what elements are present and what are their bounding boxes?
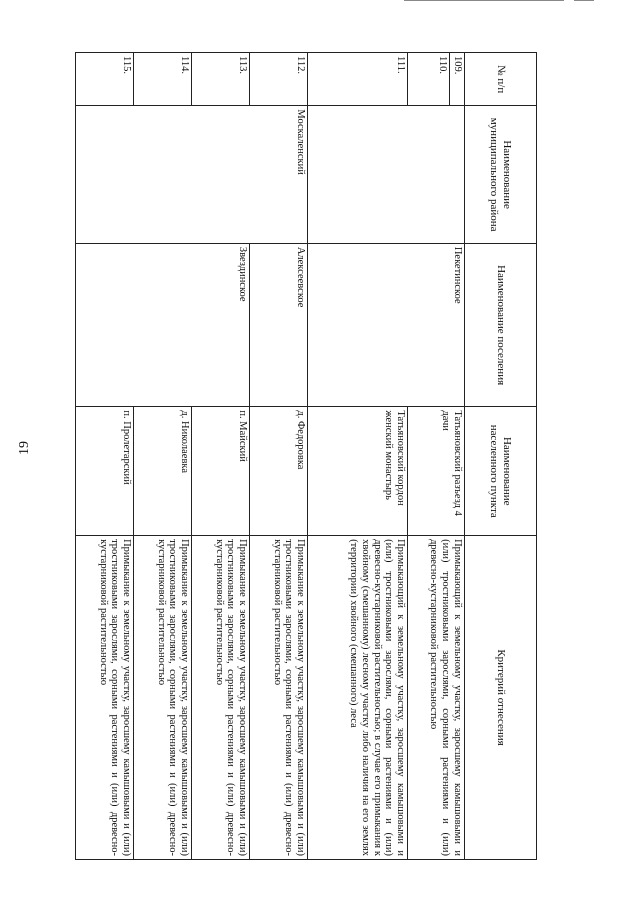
table-row [450, 53, 465, 860]
locality-cell: д. Николаевка [134, 407, 192, 536]
row-number: 112. [250, 53, 308, 106]
table-row [250, 53, 308, 860]
table-header-row [465, 53, 537, 860]
settlement-cell: Звездинское [76, 243, 250, 407]
header-settlement: Наименование поселения [465, 243, 537, 407]
locality-cell: п. Майский [192, 407, 250, 536]
locality-cell: Татьяновский разъезд 4 дачи [408, 407, 465, 536]
row-number: 113. [192, 53, 250, 106]
locality-cell: д. Федоровка [250, 407, 308, 536]
row-number: 115. [76, 53, 134, 106]
top-rule-short [574, 0, 594, 1]
row-number: 111. [308, 53, 408, 106]
district-cell [308, 106, 465, 243]
locality-cell: п. Пролетарский [76, 407, 134, 536]
district-cell: Москаленский [76, 106, 308, 243]
header-locality: Наименование населенного пункта [465, 407, 537, 536]
row-number: 110. [408, 53, 450, 106]
row-number: 114. [134, 53, 192, 106]
top-rule [404, 0, 564, 1]
settlements-table [75, 52, 537, 860]
header-criterion: Критерий отнесения [465, 536, 537, 860]
rotated-table-wrapper [23, 52, 537, 860]
criterion-cell: Примыкание к земельному участку, заросшему камышовыми и (или) тростниковыми зарослями, сорными растениями и (или) древесно-кустарниковой растительностью [76, 536, 134, 860]
criterion-cell: Примыкающий к земельному участку, заросшему камышовыми и (или) тростниковыми зарослями, сорными растениями и (или) древесно-кустарниковой растительностью; в случае его примыкания к хвойному (смешанному) лесному участку либо наличия на его землях (территории) хвойного (смешанного) леса [308, 536, 408, 860]
header-district: Наименование муниципального района [465, 106, 537, 243]
row-number: 109. [450, 53, 465, 106]
criterion-cell: Примыкание к земельному участку, заросшему камышовыми и (или) тростниковыми зарослями, сорными растениями и (или) древесно-кустарниковой растительностью [134, 536, 192, 860]
settlement-cell: Алексеевское [250, 243, 308, 407]
locality-cell: Татьяновский кордон женский монастырь [308, 407, 408, 536]
settlement-cell: Пекетинское [308, 243, 465, 407]
criterion-cell: Примыкание к земельному участку, заросшему камышовыми и (или) тростниковыми зарослями, сорными растениями и (или) древесно-кустарниковой растительностью [192, 536, 250, 860]
criterion-cell: Примыкающий к земельному участку, заросшему камышовыми и (или) тростниковыми зарослями, сорными растениями и (или) древесно-кустарниковой растительностью [408, 536, 465, 860]
page-number: 19 [17, 441, 32, 455]
header-num: № п/п [465, 53, 537, 106]
criterion-cell: Примыкание к земельному участку, заросшему камышовыми и (или) тростниковыми зарослями, сорными растениями и (или) древесно-кустарниковой растительностью [250, 536, 308, 860]
